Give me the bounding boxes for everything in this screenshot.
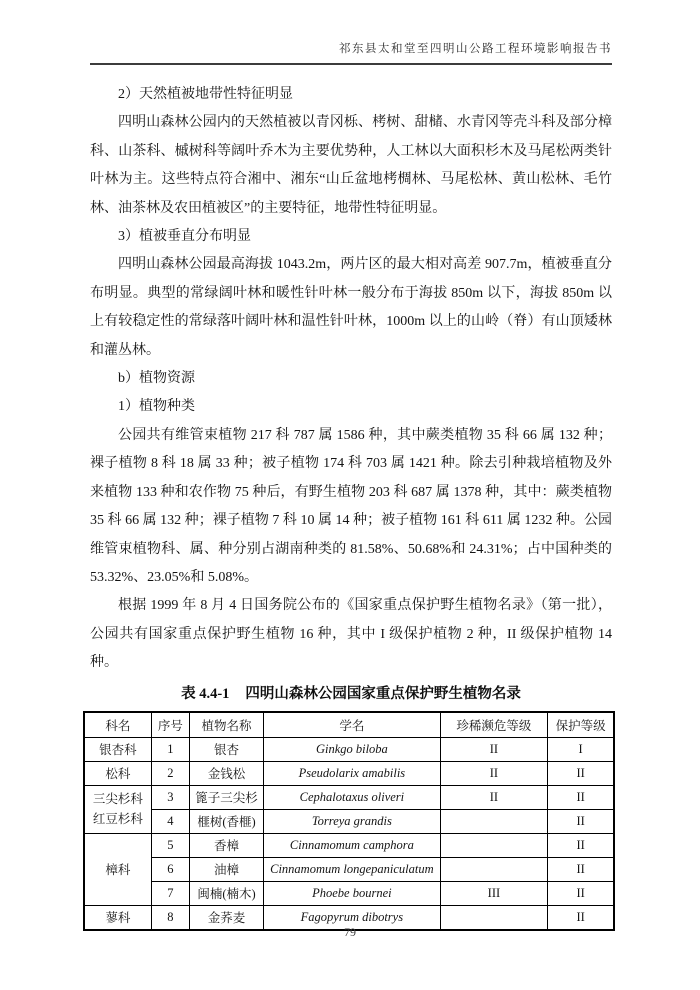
cell-rare-grade: II	[440, 785, 548, 809]
cell-no: 1	[151, 737, 189, 761]
cell-family-line1: 三尖杉科	[92, 792, 143, 807]
document-body	[90, 81, 612, 931]
cell-plant-name: 油樟	[189, 857, 263, 881]
paragraph-protected-list-intro: 根据 1999 年 8 月 4 日国务院公布的《国家重点保护野生植物名录》（第一批），公园共有国家重点保护野生植物 16 种，其中 I 级保护植物 2 种，II 级保护植物 14 种。	[90, 598, 612, 671]
cell-protect-grade: II	[548, 761, 614, 785]
page-header	[90, 42, 612, 65]
table-row	[84, 809, 614, 833]
header-rare-grade: 珍稀濒危等级	[440, 712, 548, 738]
cell-plant-name: 榧树(香榧)	[189, 809, 263, 833]
cell-family	[84, 785, 151, 833]
cell-family: 蓼科	[84, 905, 151, 930]
cell-family: 松科	[84, 761, 151, 785]
cell-no: 2	[151, 761, 189, 785]
table-row	[84, 761, 614, 785]
cell-plant-name: 金荞麦	[189, 905, 263, 930]
cell-protect-grade: II	[548, 785, 614, 809]
section-heading-plant-species: 1）植物种类	[118, 399, 195, 415]
table-row	[84, 785, 614, 809]
cell-latin-name: Cinnamomum longepaniculatum	[264, 857, 440, 881]
table-caption	[90, 681, 612, 707]
cell-rare-grade: II	[440, 737, 548, 761]
cell-no: 8	[151, 905, 189, 930]
cell-rare-grade	[440, 809, 548, 833]
section-heading-natural-vegetation: 2）天然植被地带性特征明显	[118, 87, 293, 102]
cell-protect-grade: II	[548, 857, 614, 881]
table-row	[84, 737, 614, 761]
cell-no: 4	[151, 809, 189, 833]
cell-protect-grade: I	[548, 737, 614, 761]
cell-latin-name: Pseudolarix amabilis	[264, 761, 440, 785]
cell-protect-grade: II	[548, 905, 614, 930]
cell-family-line2: 红豆杉科	[92, 812, 143, 827]
cell-rare-grade: III	[440, 881, 548, 905]
table-row	[84, 857, 614, 881]
cell-family: 银杏科	[84, 737, 151, 761]
cell-plant-name: 香樟	[189, 833, 263, 857]
section-heading-vertical-distribution: 3）植被垂直分布明显	[118, 229, 251, 245]
cell-protect-grade: II	[548, 809, 614, 833]
paragraph-plant-statistics: 公园共有维管束植物 217 科 787 属 1586 种，其中蕨类植物 35 科 66 属 132 种；裸子植物 8 科 18 属 33 种；被子植物 174 科 703 属 1421 种。除去引种栽培植物及外来植物 133 种和农作物 75 种后，有野生植物 203 科 687 属 1378 种，其中：蕨类植物 35 科 66 属 132 种；裸子植物 7 科 10 属 14 种；被子植物 161 科 611 属 1232 种。公园维管束植物科、属、种分别占湖南种类的 81.58%、50.68%和 24.31%；占中国种类的 53.32%、23.05%和 5.08%。	[90, 427, 612, 585]
cell-latin-name: Cinnamomum camphora	[264, 833, 440, 857]
header-protect-grade: 保护等级	[548, 712, 614, 738]
page-number: 79	[344, 925, 356, 939]
cell-latin-name: Cephalotaxus oliveri	[264, 785, 440, 809]
cell-rare-grade	[440, 833, 548, 857]
header-family: 科名	[84, 712, 151, 738]
header-title: 祁东县太和堂至四明山公路工程环境影响报告书	[339, 43, 612, 55]
header-no: 序号	[151, 712, 189, 738]
cell-protect-grade: II	[548, 833, 614, 857]
cell-no: 7	[151, 881, 189, 905]
paragraph-natural-vegetation: 四明山森林公园内的天然植被以青冈栎、栲树、甜槠、水青冈等壳斗科及部分樟科、山茶科、槭树科等阔叶乔木为主要优势种，人工林以大面积杉木及马尾松两类针叶林为主。这些特点符合湘中、湘东“山丘盆地栲椆林、马尾松林、黄山松林、毛竹林、油茶林及农田植被区”的主要特征，地带性特征明显。	[90, 115, 612, 216]
cell-rare-grade	[440, 857, 548, 881]
cell-no: 6	[151, 857, 189, 881]
cell-plant-name: 篦子三尖杉	[189, 785, 263, 809]
cell-latin-name: Ginkgo biloba	[264, 737, 440, 761]
cell-no: 3	[151, 785, 189, 809]
table-caption-title: 四明山森林公园国家重点保护野生植物名录	[245, 685, 521, 702]
cell-no: 5	[151, 833, 189, 857]
table-caption-label: 表 4.4-1	[181, 685, 230, 702]
section-heading-plant-resources: b）植物资源	[118, 371, 195, 387]
cell-family: 樟科	[84, 833, 151, 905]
paragraph-vertical-distribution: 四明山森林公园最高海拔 1043.2m，两片区的最大相对高差 907.7m，植被垂直分布明显。典型的常绿阔叶林和暖性针叶林一般分布于海拔 850m 以下，海拔 850m 以上有较稳定性的常绿落叶阔叶林和温性针叶林，1000m 以上的山岭（脊）有山顶矮林和灌丛林。	[90, 257, 612, 358]
cell-plant-name: 银杏	[189, 737, 263, 761]
header-plant-name: 植物名称	[189, 712, 263, 738]
cell-latin-name: Torreya grandis	[264, 809, 440, 833]
table-header-row	[84, 712, 614, 738]
table-row	[84, 833, 614, 857]
header-latin-name: 学名	[264, 712, 440, 738]
table-row	[84, 881, 614, 905]
cell-protect-grade: II	[548, 881, 614, 905]
cell-plant-name: 金钱松	[189, 761, 263, 785]
cell-latin-name: Phoebe bournei	[264, 881, 440, 905]
cell-plant-name: 闽楠(楠木)	[189, 881, 263, 905]
cell-latin-name: Fagopyrum dibotrys	[264, 905, 440, 930]
protected-plants-table	[83, 711, 615, 931]
cell-rare-grade: II	[440, 761, 548, 785]
